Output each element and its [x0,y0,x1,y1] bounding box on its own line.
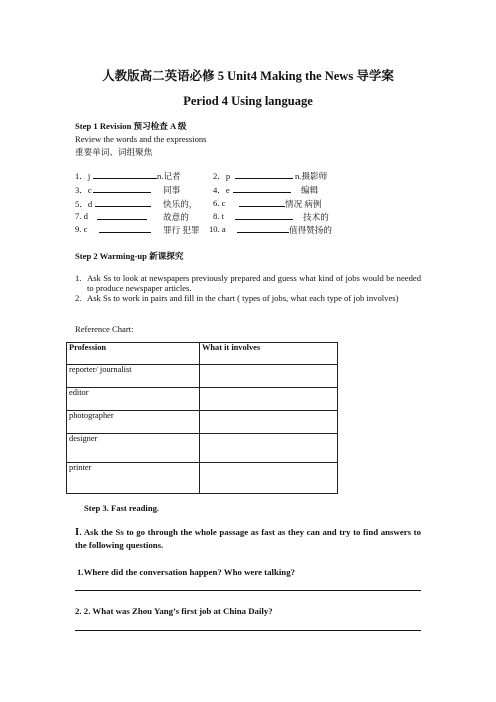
table-cell-involves[interactable] [200,388,338,411]
table-cell-involves[interactable] [200,434,338,463]
vocab-4-hint: 编辑 [301,185,319,195]
table-cell-profession: editor [67,388,200,411]
table-header-row [67,343,338,365]
table-row [67,388,338,411]
vocab-5-number: 5．d [75,199,93,209]
vocab-2-blank[interactable] [235,170,293,179]
vocab-7-number: 7. d [75,211,88,221]
vocab-4-blank[interactable] [233,184,291,193]
table-row [67,365,338,388]
vocab-5-blank[interactable] [95,198,151,207]
vocab-8-blank[interactable] [235,211,293,220]
table-header-involves: What it involves [200,343,338,365]
step2-item-1-text: Ask Ss to look at newspapers previously prepared and guess what kind of jobs would be needed to produce newspaper articles. [87,273,421,293]
vocab-1-blank[interactable] [93,170,157,179]
step2-item-2-number: 2. [75,293,82,303]
vocab-7-blank[interactable] [97,211,147,220]
document-title: 人教版高二英语必修 5 Unit4 Making the News 导学案 [102,69,394,83]
vocab-1-hint: n.记者 [157,171,181,181]
vocab-1-number: 1．j [75,171,91,181]
vocab-9-blank[interactable] [99,224,151,233]
vocab-row-4 [75,211,435,222]
vocab-row-5 [75,224,435,235]
period-title: Period 4 Using language [183,94,313,108]
table-header-profession: Profession [67,343,200,365]
vocab-2-hint: n.摄影师 [295,171,328,181]
table-row [67,411,338,434]
step2-heading: Step 2 Warming-up 新课探究 [75,251,184,261]
table-cell-involves[interactable] [200,463,338,494]
vocab-6-blank[interactable] [239,198,285,207]
question-1-answer-line[interactable] [75,590,421,591]
vocab-5-hint: 快乐的， [163,199,198,209]
table-cell-profession: photographer [67,411,200,434]
table-cell-profession: reporter/ journalist [67,365,200,388]
table-row [67,463,338,494]
question-2-answer-line[interactable] [75,630,421,631]
vocab-9-hint: 罪行 犯罪 [163,225,200,235]
table-cell-involves[interactable] [200,411,338,434]
question-2: 2. 2. What was Zhou Yang’s first job at China Daily? [75,606,273,616]
reference-chart-label: Reference Chart: [75,324,134,334]
table-cell-involves[interactable] [200,365,338,388]
vocab-row-3 [75,198,435,209]
vocab-row-1 [75,170,435,181]
vocab-2-number: 2．p [213,171,231,181]
reference-chart-table [66,342,338,494]
step2-item-2-text: Ask Ss to work in pairs and fill in the chart ( types of jobs, what each type of job involves) [87,293,399,303]
table-cell-profession: designer [67,434,200,463]
step3-instruction: Ⅰ. Ask the Ss to go through the whole passage as fast as they can and try to find answers to the following questions. [75,527,421,550]
vocab-10-number: 10. a [209,224,226,234]
question-1: 1.Where did the conversation happen? Who were talking? [77,567,295,577]
vocab-7-hint: 故意的 [163,212,189,222]
step1-instruction-en: Review the words and the expressions [75,134,207,144]
vocab-8-hint: 技术的 [303,212,329,222]
vocab-6-hint: 情况 病例 [285,199,322,209]
vocab-4-number: 4．e [213,185,230,195]
vocab-3-blank[interactable] [93,184,151,193]
step3-heading: Step 3. Fast reading. [84,503,160,513]
vocab-6-number: 6. c [213,198,226,208]
vocab-3-number: 3．c [75,185,92,195]
vocab-8-number: 8. t [213,211,224,221]
table-cell-profession: printer [67,463,200,494]
vocab-9-number: 9. c [75,224,88,234]
step1-heading: Step 1 Revision 预习检查 A 级 [75,121,187,131]
vocab-row-2 [75,184,435,195]
vocab-3-hint: 同事 [163,185,181,195]
vocab-10-blank[interactable] [237,224,289,233]
vocab-10-hint: 值得赞扬的 [289,225,332,235]
table-row [67,434,338,463]
step2-item-1-number: 1. [75,273,82,283]
step1-instruction-cn: 重要单词、词组聚焦 [75,147,153,157]
